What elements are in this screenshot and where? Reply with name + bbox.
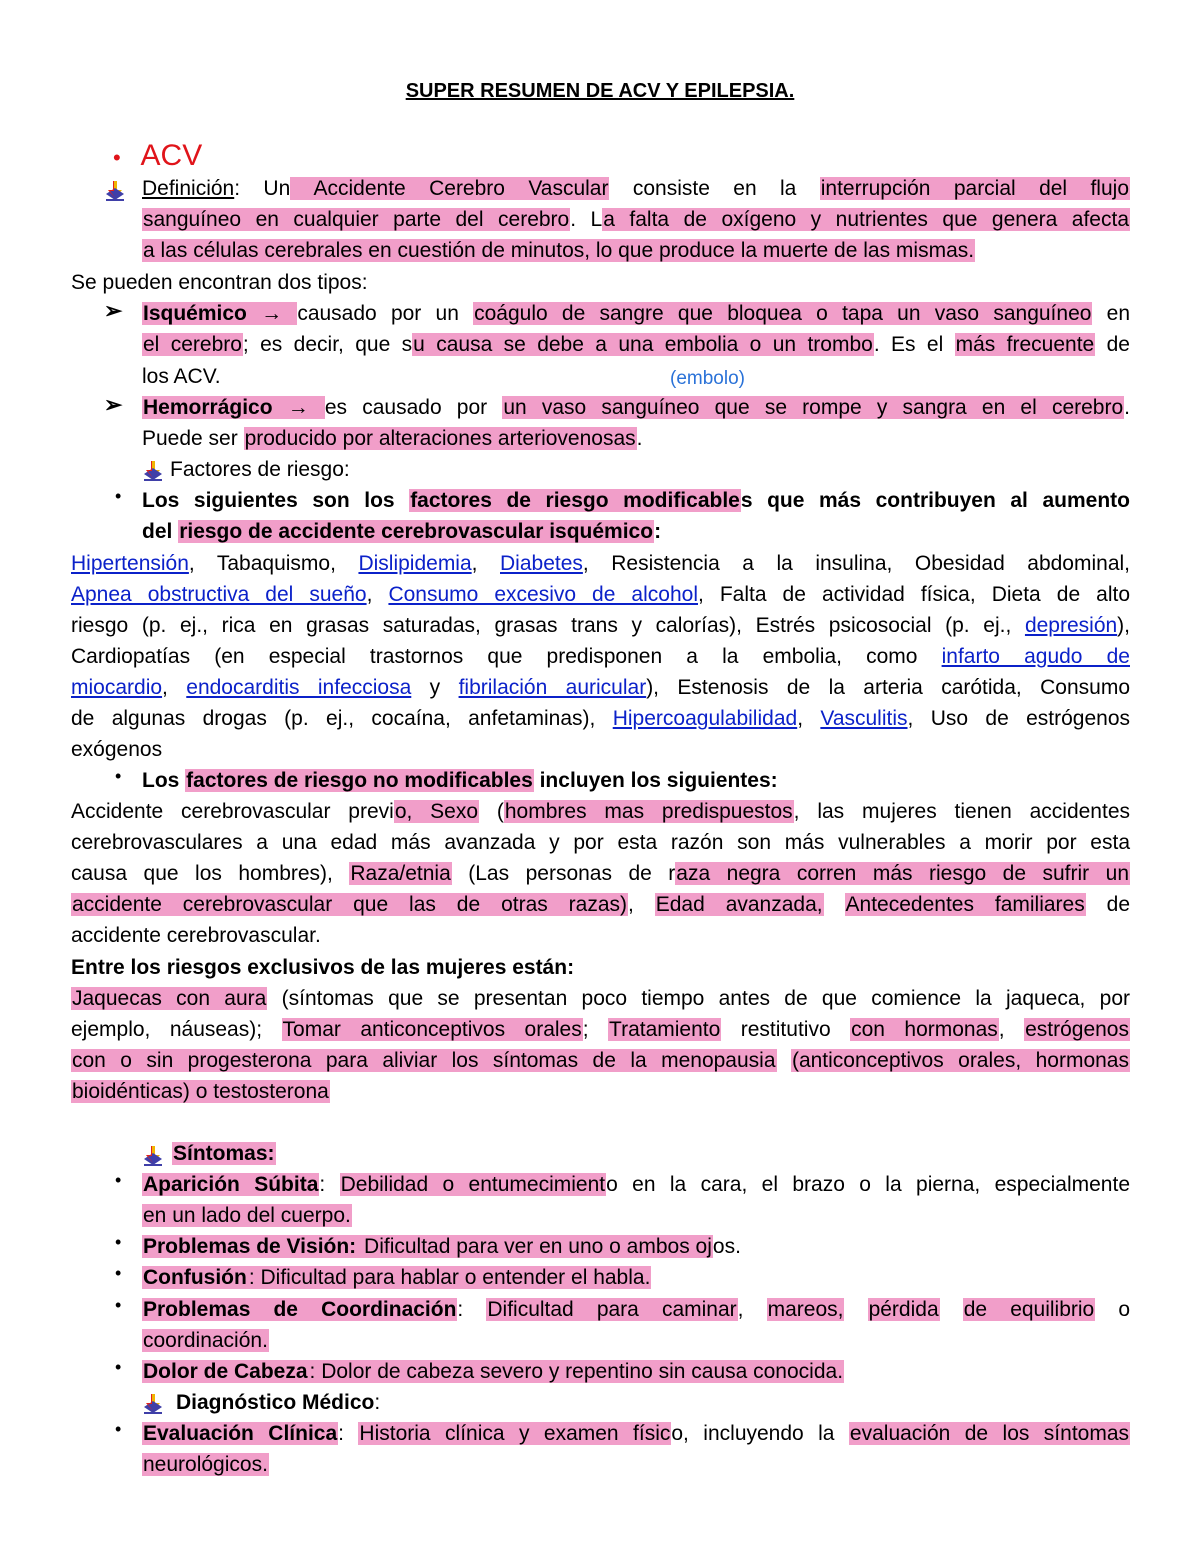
- bullet: •: [115, 1232, 122, 1252]
- link-hipercoagulabilidad[interactable]: Hipercoagulabilidad: [612, 707, 798, 730]
- diagnostico-heading: Diagnóstico Médico:: [176, 1391, 381, 1414]
- acv-heading-text: ACV: [140, 139, 203, 172]
- chevron-bullet-icon: ➢: [104, 298, 123, 323]
- sintoma-4-line-1: Problemas de Coordinación: Dificultad para caminar, mareos, pérdida de equilibrio o: [143, 1298, 1131, 1321]
- factores-heading: Factores de riesgo:: [170, 458, 350, 481]
- bullet: •: [115, 1419, 122, 1439]
- risk-list-line-1: Hipertensión, Tabaquismo, Dislipidemia, Diabetes, Resistencia a la insulina, Obesidad abdominal,: [71, 552, 1131, 575]
- chevron-bullet-icon: ➢: [104, 392, 123, 417]
- hemorragico-label: Hemorrágico →: [143, 396, 324, 419]
- diagnostico-1-line-2: neurológicos.: [143, 1453, 268, 1476]
- isquemico-line-2: el cerebro; es decir, que su causa se debe a una embolia o un trombo. Es el más frecuente de: [143, 333, 1130, 356]
- link-alcohol[interactable]: Consumo excesivo de alcohol: [388, 583, 698, 606]
- mujeres-line-2: ejemplo, náuseas); Tomar anticonceptivos orales; Tratamiento restitutivo con hormonas, estrógenos: [71, 1018, 1129, 1041]
- diagnostico-1-line-1: Evaluación Clínica: Historia clínica y examen físico, incluyendo la evaluación de los síntomas: [143, 1422, 1130, 1445]
- no-mod-line-2: cerebrovasculares a una edad más avanzada y por esta razón son más vulnerables a morir por esta: [71, 831, 1130, 854]
- page-title: SUPER RESUMEN DE ACV Y EPILEPSIA.: [405, 80, 795, 102]
- no-mod-line-1: Accidente cerebrovascular previo, Sexo (hombres mas predispuestos, las mujeres tienen accidentes: [71, 800, 1130, 823]
- isquemico-line-3: los ACV.: [142, 365, 221, 388]
- acv-heading: [113, 138, 202, 174]
- link-apnea[interactable]: Apnea obstructiva del sueño: [71, 583, 367, 606]
- mujeres-line-3: con o sin progesterona para aliviar los síntomas de la menopausia (anticonceptivos orales, hormonas: [72, 1049, 1129, 1072]
- no-mod-line-5: accidente cerebrovascular.: [71, 924, 321, 947]
- sintoma-5: Dolor de Cabeza: Dolor de cabeza severo y repentino sin causa conocida.: [143, 1360, 844, 1383]
- definicion-line-2: sanguíneo en cualquier parte del cerebro. La falta de oxígeno y nutrientes que genera afecta: [143, 208, 1130, 231]
- mujeres-line-4: bioidénticas) o testosterona: [72, 1080, 329, 1103]
- mujeres-heading: Entre los riesgos exclusivos de las mujeres están:: [71, 956, 575, 979]
- risk-list-line-3: riesgo (p. ej., rica en grasas saturadas, grasas trans y calorías), Estrés psicosocial (p. ej., depresión),: [71, 614, 1130, 637]
- sintoma-2: Problemas de Visión: Dificultad para ver en uno o ambos ojos.: [143, 1235, 741, 1258]
- mujeres-line-1: Jaquecas con aura (síntomas que se presentan poco tiempo antes de que comience la jaqueca, por: [72, 987, 1130, 1010]
- link-hipertension[interactable]: Hipertensión: [71, 552, 189, 575]
- hemorragico-line-2: Puede ser producido por alteraciones arteriovenosas.: [142, 427, 643, 450]
- sintoma-4-line-2: coordinación.: [143, 1329, 268, 1352]
- definicion-label: Definición: [142, 177, 235, 200]
- tipos-intro: Se pueden encontran dos tipos:: [71, 271, 368, 294]
- link-infarto[interactable]: infarto agudo de: [941, 645, 1130, 668]
- link-depresion[interactable]: depresión: [1024, 614, 1118, 637]
- down-arrow-bullet-icon: [142, 460, 164, 482]
- bullet: •: [115, 1170, 122, 1190]
- down-arrow-bullet-icon: [142, 1393, 164, 1415]
- no-modificables-heading: Los factores de riesgo no modificables incluyen los siguientes:: [142, 769, 778, 792]
- hemorragico-line-1: Hemorrágico → es causado por un vaso sanguíneo que se rompe y sangra en el cerebro.: [143, 396, 1130, 419]
- risk-list-line-6: de algunas drogas (p. ej., cocaína, anfetaminas), Hipercoagulabilidad, Vasculitis, Uso de estrógenos: [71, 707, 1131, 730]
- sintoma-1-line-2: en un lado del cuerpo.: [143, 1204, 351, 1227]
- link-fibrilacion[interactable]: fibrilación auricular: [458, 676, 647, 699]
- definicion-line-3: a las células cerebrales en cuestión de minutos, lo que produce la muerte de las mismas.: [143, 239, 975, 262]
- bullet: •: [115, 1295, 122, 1315]
- risk-list-line-7: exógenos: [71, 738, 163, 761]
- definicion-line-1: Definición: Un Accidente Cerebro Vascular consiste en la interrupción parcial del flujo: [142, 177, 1129, 200]
- risk-list-line-4: Cardiopatías (en especial trastornos que predisponen a la embolia, como infarto agudo de: [71, 645, 1130, 668]
- link-vasculitis[interactable]: Vasculitis: [820, 707, 908, 730]
- down-arrow-bullet-icon: [104, 180, 126, 202]
- link-endocarditis[interactable]: endocarditis infecciosa: [186, 676, 412, 699]
- link-diabetes[interactable]: Diabetes: [500, 552, 583, 575]
- risk-list-line-5: miocardio, endocarditis infecciosa y fibrilación auricular), Estenosis de la arteria carótida, Consumo: [71, 676, 1131, 699]
- embolo-note: (embolo): [670, 368, 745, 389]
- sintomas-heading: Síntomas:: [173, 1142, 275, 1165]
- bullet: •: [113, 145, 121, 170]
- risk-list-line-2: Apnea obstructiva del sueño, Consumo excesivo de alcohol, Falta de actividad física, Dieta de alto: [71, 583, 1130, 606]
- bullet: •: [115, 1357, 122, 1377]
- bullet: •: [115, 486, 122, 506]
- down-arrow-bullet-icon: [142, 1145, 164, 1167]
- bullet: •: [115, 766, 122, 786]
- no-mod-line-4: accidente cerebrovascular que las de otras razas), Edad avanzada, Antecedentes familiares de: [72, 893, 1130, 916]
- isquemico-label: Isquémico →: [143, 302, 297, 325]
- modificables-line-2: del riesgo de accidente cerebrovascular isquémico:: [142, 520, 662, 543]
- bullet: •: [115, 1263, 122, 1283]
- sintoma-1-line-1: Aparición Súbita: Debilidad o entumecimiento en la cara, el brazo o la pierna, especialmente: [143, 1173, 1130, 1196]
- no-mod-line-3: causa que los hombres), Raza/etnia (Las personas de raza negra corren más riesgo de sufrir un: [71, 862, 1129, 885]
- sintoma-3: Confusión: Dificultad para hablar o entender el habla.: [143, 1266, 651, 1289]
- modificables-line-1: Los siguientes son los factores de riesgo modificables que más contribuyen al aumento: [142, 489, 1130, 512]
- isquemico-line-1: Isquémico → causado por un coágulo de sangre que bloquea o tapa un vaso sanguíneo en: [143, 302, 1131, 325]
- link-dislipidemia[interactable]: Dislipidemia: [358, 552, 472, 575]
- link-miocardio[interactable]: miocardio: [71, 676, 163, 699]
